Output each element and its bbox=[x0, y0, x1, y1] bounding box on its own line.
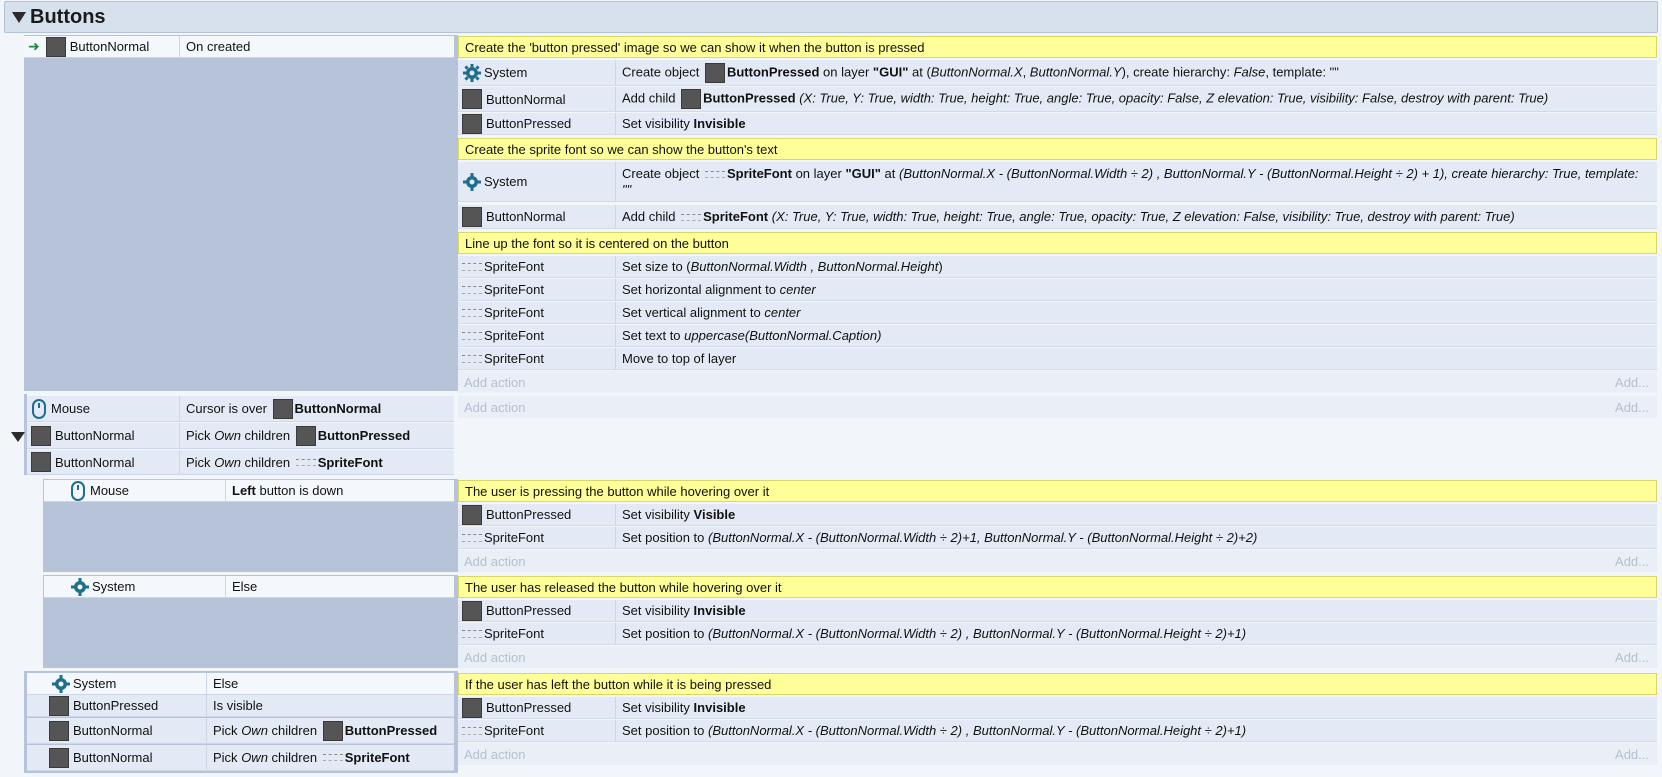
group-title: Buttons bbox=[30, 5, 106, 28]
collapse-triangle-icon[interactable] bbox=[12, 12, 26, 23]
action-row[interactable] bbox=[458, 697, 1657, 719]
group-header[interactable] bbox=[4, 1, 1658, 33]
event-2-condition[interactable] bbox=[27, 396, 454, 422]
condition-text: Cursor is over ButtonNormal bbox=[180, 396, 381, 421]
condition-object: Mouse bbox=[27, 396, 180, 421]
action-row[interactable] bbox=[458, 325, 1657, 347]
sprite-font-icon bbox=[462, 534, 482, 542]
action-row[interactable] bbox=[458, 527, 1657, 549]
sprite-font-icon bbox=[681, 214, 701, 221]
add-more-link[interactable]: Add... bbox=[1615, 399, 1649, 415]
condition-text: Else bbox=[232, 579, 258, 594]
event-3-condition[interactable] bbox=[27, 745, 454, 771]
button-normal-icon bbox=[46, 37, 66, 57]
button-pressed-icon bbox=[296, 426, 316, 446]
event-1-block bbox=[24, 35, 458, 391]
action-row[interactable] bbox=[458, 720, 1657, 742]
action-row[interactable] bbox=[458, 600, 1657, 622]
action-text: Add child SpriteFont (X: True, Y: True, width: True, height: True, angle: True, opacity: True, Z elevation: False, visibility: True, destroy with parent: True) bbox=[622, 208, 1515, 224]
event-2-condition[interactable] bbox=[27, 450, 454, 475]
action-text: Create object SpriteFont on layer "GUI" at (ButtonNormal.X - (ButtonNormal.Width ÷ 2) , ButtonNormal.Y - (ButtonNormal.Height ÷ 2) + 1), create hierarchy: True, template: "" bbox=[622, 165, 1639, 197]
condition-object: ButtonNormal bbox=[27, 450, 180, 474]
condition-object: System bbox=[27, 673, 207, 694]
button-normal-icon bbox=[49, 748, 69, 768]
button-pressed-icon bbox=[681, 89, 701, 109]
action-object: SpriteFont bbox=[458, 720, 616, 741]
action-text: Set position to (ButtonNormal.X - (ButtonNormal.Width ÷ 2)+1, ButtonNormal.Y - (ButtonNormal.Height ÷ 2)+2) bbox=[622, 529, 1258, 545]
action-object: ButtonNormal bbox=[458, 87, 616, 111]
sprite-font-icon bbox=[296, 459, 316, 466]
event-3-condition[interactable] bbox=[27, 673, 454, 695]
action-text: Set visibility Invisible bbox=[622, 115, 746, 131]
add-action-row[interactable] bbox=[458, 550, 1657, 572]
action-row[interactable] bbox=[458, 302, 1657, 324]
action-row[interactable] bbox=[458, 162, 1657, 202]
condition-text: Pick Own children ButtonPressed bbox=[207, 718, 437, 743]
condition-text: Pick Own children ButtonPressed bbox=[180, 423, 410, 448]
action-object: SpriteFont bbox=[458, 256, 616, 277]
sprite-font-icon bbox=[462, 630, 482, 638]
add-action-link[interactable]: Add action bbox=[464, 746, 526, 762]
condition-object: ButtonPressed bbox=[27, 695, 207, 716]
sprite-font-icon bbox=[462, 332, 482, 340]
add-action-row[interactable] bbox=[458, 371, 1657, 393]
add-action-row[interactable] bbox=[458, 646, 1657, 668]
button-pressed-icon bbox=[462, 114, 482, 134]
action-text: Set vertical alignment to center bbox=[622, 304, 801, 320]
object-name: ButtonNormal bbox=[69, 39, 150, 54]
event-2-condition[interactable] bbox=[27, 423, 454, 449]
button-pressed-icon bbox=[462, 505, 482, 525]
condition-text: Left button is down bbox=[232, 483, 344, 498]
event-1-condition[interactable] bbox=[24, 36, 454, 58]
button-normal-icon bbox=[462, 89, 482, 109]
sprite-font-icon bbox=[462, 727, 482, 735]
comment-3[interactable]: Line up the font so it is centered on the button bbox=[458, 232, 1657, 254]
condition-object: System bbox=[44, 576, 226, 597]
action-text: Move to top of layer bbox=[622, 350, 737, 366]
action-object: SpriteFont bbox=[458, 623, 616, 644]
action-object: ButtonNormal bbox=[458, 205, 616, 228]
action-row[interactable] bbox=[458, 623, 1657, 645]
button-pressed-icon bbox=[462, 698, 482, 718]
button-normal-icon bbox=[49, 721, 69, 741]
mouse-icon bbox=[31, 399, 47, 419]
add-action-row[interactable] bbox=[458, 743, 1657, 765]
subevent-a-condition[interactable] bbox=[44, 480, 454, 502]
action-text: Create object ButtonPressed on layer "GUI" at (ButtonNormal.X, ButtonNormal.Y), create hierarchy: False, template: "" bbox=[616, 63, 1349, 83]
condition-text: Pick Own children SpriteFont bbox=[186, 454, 383, 470]
button-normal-icon bbox=[31, 452, 51, 472]
comment-5[interactable]: The user has released the button while hovering over it bbox=[458, 576, 1657, 598]
gear-icon bbox=[462, 172, 482, 192]
action-row[interactable] bbox=[458, 279, 1657, 301]
gear-icon bbox=[70, 577, 90, 597]
button-normal-icon bbox=[273, 399, 293, 419]
add-action-link[interactable]: Add action bbox=[464, 649, 526, 665]
action-row[interactable] bbox=[458, 205, 1657, 229]
subevent-b-condition[interactable] bbox=[44, 576, 454, 598]
action-row[interactable] bbox=[458, 60, 1657, 86]
add-more-link[interactable]: Add... bbox=[1615, 553, 1649, 569]
event-3-condition[interactable] bbox=[27, 695, 454, 717]
trigger-arrow-icon: ➜ bbox=[28, 38, 40, 54]
condition-text: On created bbox=[186, 39, 251, 54]
condition-object: Mouse bbox=[44, 480, 226, 501]
action-row[interactable] bbox=[458, 504, 1657, 526]
button-pressed-icon bbox=[323, 721, 343, 741]
button-pressed-icon bbox=[49, 696, 69, 716]
comment-4[interactable]: The user is pressing the button while hovering over it bbox=[458, 480, 1657, 502]
action-object: ButtonPressed bbox=[458, 600, 616, 621]
action-object: SpriteFont bbox=[458, 325, 616, 346]
comment-2[interactable]: Create the sprite font so we can show the button's text bbox=[458, 138, 1657, 160]
action-object bbox=[458, 60, 616, 85]
button-normal-icon bbox=[462, 207, 482, 227]
action-object: ButtonPressed bbox=[458, 113, 616, 134]
condition-object: ButtonNormal bbox=[27, 423, 180, 448]
gear-icon bbox=[462, 63, 482, 83]
condition-text: Else bbox=[213, 676, 239, 691]
add-more-link[interactable]: Add... bbox=[1615, 374, 1649, 390]
condition-object bbox=[24, 36, 180, 57]
action-text: Set size to (ButtonNormal.Width , ButtonNormal.Height) bbox=[622, 258, 943, 274]
action-text: Set visibility Visible bbox=[622, 506, 736, 522]
action-object: System bbox=[458, 162, 616, 201]
button-pressed-icon bbox=[462, 601, 482, 621]
comment-1[interactable]: Create the 'button pressed' image so we can show it when the button is pressed bbox=[458, 36, 1657, 58]
event-3-condition[interactable] bbox=[27, 718, 454, 744]
condition-object: ButtonNormal bbox=[27, 745, 207, 770]
action-object: SpriteFont bbox=[458, 302, 616, 323]
condition-text: Pick Own children SpriteFont bbox=[213, 750, 410, 765]
action-text: Set visibility Invisible bbox=[622, 602, 746, 618]
action-text: Add child ButtonPressed (X: True, Y: True, width: True, height: True, angle: True, opacity: False, Z elevation: True, visibility: False, destroy with parent: True) bbox=[616, 89, 1558, 109]
subevents-collapse-icon[interactable] bbox=[11, 432, 25, 442]
action-object: SpriteFont bbox=[458, 279, 616, 300]
add-more-link[interactable]: Add... bbox=[1615, 746, 1649, 762]
sprite-font-icon bbox=[462, 286, 482, 294]
action-text: Set horizontal alignment to center bbox=[622, 281, 816, 297]
action-row[interactable] bbox=[458, 348, 1657, 370]
action-text: Set visibility Invisible bbox=[622, 699, 746, 715]
object-name: System bbox=[484, 65, 528, 80]
sprite-font-icon bbox=[462, 263, 482, 271]
button-normal-icon bbox=[31, 426, 51, 446]
add-action-link[interactable]: Add action bbox=[464, 374, 526, 390]
action-text: Set position to (ButtonNormal.X - (ButtonNormal.Width ÷ 2) , ButtonNormal.Y - (ButtonNormal.Height ÷ 2)+1) bbox=[622, 722, 1247, 738]
gear-icon bbox=[51, 674, 71, 694]
add-more-link[interactable]: Add... bbox=[1615, 649, 1649, 665]
condition-text: Is visible bbox=[213, 698, 263, 713]
action-object: SpriteFont bbox=[458, 348, 616, 369]
sprite-font-icon bbox=[462, 355, 482, 363]
action-row[interactable] bbox=[458, 87, 1657, 112]
sprite-font-icon bbox=[462, 309, 482, 317]
condition-object: ButtonNormal bbox=[27, 718, 207, 743]
button-pressed-icon bbox=[705, 63, 725, 83]
action-text: Set position to (ButtonNormal.X - (ButtonNormal.Width ÷ 2) , ButtonNormal.Y - (ButtonNormal.Height ÷ 2)+1) bbox=[622, 625, 1247, 641]
comment-6[interactable]: If the user has left the button while it is being pressed bbox=[458, 673, 1657, 695]
action-object: ButtonPressed bbox=[458, 697, 616, 718]
sprite-font-icon bbox=[323, 754, 343, 761]
action-text: Set text to uppercase(ButtonNormal.Caption) bbox=[622, 327, 882, 343]
action-object: SpriteFont bbox=[458, 527, 616, 548]
action-row[interactable] bbox=[458, 256, 1657, 278]
add-action-link[interactable]: Add action bbox=[464, 399, 526, 415]
add-action-link[interactable]: Add action bbox=[464, 553, 526, 569]
mouse-icon bbox=[70, 481, 86, 501]
action-object: ButtonPressed bbox=[458, 504, 616, 525]
add-action-row[interactable] bbox=[458, 396, 1657, 418]
action-row[interactable] bbox=[458, 113, 1657, 135]
sprite-font-icon bbox=[705, 171, 725, 178]
